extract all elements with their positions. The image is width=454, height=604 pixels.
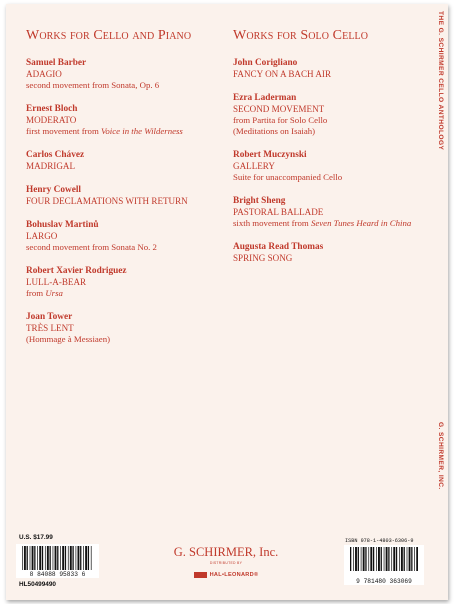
barcode-stripe (407, 547, 408, 571)
back-cover (6, 4, 448, 600)
barcode-stripe (365, 547, 366, 571)
barcode-stripe (68, 546, 69, 570)
list-item (233, 58, 433, 80)
barcode-stripe (60, 546, 61, 570)
composer-name: John Corigliano (233, 58, 298, 68)
barcode-stripe (27, 546, 28, 570)
work-description: second movement from Sonata, Op. 6 (26, 80, 160, 90)
list-item (233, 150, 433, 183)
work-description: sixth movement from Seven Tunes Heard in China (233, 218, 412, 228)
barcode-stripe (396, 547, 397, 571)
barcode-stripe (37, 546, 38, 570)
barcode-stripe (391, 547, 392, 571)
barcode-stripe (411, 547, 412, 571)
barcode-stripe (399, 547, 400, 571)
barcode-stripe (386, 547, 388, 571)
list-item (26, 220, 226, 253)
barcode-stripe (414, 547, 415, 571)
barcode-stripe (55, 546, 57, 570)
work-description: Suite for unaccompanied Cello (233, 172, 343, 182)
barcode-stripe (83, 546, 84, 570)
barcode-bars (22, 546, 93, 570)
barcode-stripe (381, 547, 382, 571)
composer-name: Henry Cowell (26, 185, 81, 195)
barcode-stripe (50, 546, 51, 570)
list-item (26, 266, 226, 299)
work-description: (Meditations on Isaiah) (233, 126, 316, 136)
spine-title: THE G. SCHIRMER CELLO ANTHOLOGY (437, 11, 444, 151)
list-item (233, 196, 433, 229)
upc-barcode (16, 544, 99, 578)
hal-leonard-logo (194, 572, 259, 578)
barcode-stripe (393, 547, 395, 571)
work-title: GALLERY (233, 161, 275, 171)
list-item (26, 104, 226, 137)
list-item (26, 150, 226, 172)
work-title: PASTORAL BALLADE (233, 207, 324, 217)
list-item (233, 93, 433, 137)
barcode-stripe (32, 546, 34, 570)
composer-name: Ezra Laderman (233, 93, 297, 103)
barcode-stripe (370, 547, 372, 571)
barcode-stripe (57, 546, 58, 570)
hl-number: HL50499490 (19, 581, 56, 588)
work-title: FANCY ON A BACH AIR (233, 69, 332, 79)
list-item (26, 312, 226, 345)
price-label: U.S. $17.99 (19, 534, 53, 541)
work-title: ADAGIO (26, 69, 62, 79)
work-title: LULL-A-BEAR (26, 277, 87, 287)
section-heading: Works for Solo Cello (233, 28, 369, 43)
composer-name: Samuel Barber (26, 58, 87, 68)
barcode-stripe (350, 547, 351, 571)
barcode-stripe (401, 547, 403, 571)
composer-name: Ernest Bloch (26, 104, 78, 114)
work-description: (Hommage à Messiaen) (26, 334, 111, 344)
list-item (233, 242, 433, 264)
work-title: FOUR DECLAMATIONS WITH RETURN (26, 196, 188, 206)
barcode-stripe (39, 546, 41, 570)
composer-name: Joan Tower (26, 312, 73, 322)
work-description: from Partita for Solo Cello (233, 115, 328, 125)
barcode-stripe (45, 546, 46, 570)
isbn-label: ISBN 978-1-4803-6306-9 (345, 538, 414, 544)
works-solo-cello-column (233, 28, 433, 277)
barcode-stripe (42, 546, 43, 570)
barcode-stripe (47, 546, 49, 570)
barcode-stripe (72, 546, 73, 570)
isbn-digits: 9 781480 363069 (356, 578, 412, 585)
barcode-stripe (358, 547, 359, 571)
barcode-stripe (388, 547, 389, 571)
barcode-stripe (70, 546, 72, 570)
barcode-stripe (24, 546, 26, 570)
hal-leonard-mark-icon (194, 572, 207, 578)
work-title: SPRING SONG (233, 253, 293, 263)
composer-name: Augusta Read Thomas (233, 242, 324, 252)
work-title: LARGO (26, 231, 58, 241)
spine-publisher: G. SCHIRMER, INC. (437, 422, 444, 490)
work-description: first movement from Voice in the Wilderness (26, 126, 183, 136)
publisher-block (151, 545, 301, 583)
barcode-bars (350, 547, 418, 571)
barcode-stripe (65, 546, 66, 570)
work-title: MODERATO (26, 115, 77, 125)
barcode-stripe (409, 547, 411, 571)
barcode-stripe (91, 546, 92, 570)
barcode-stripe (62, 546, 64, 570)
barcode-stripe (80, 546, 81, 570)
composer-name: Bright Sheng (233, 196, 286, 206)
barcode-stripe (76, 546, 77, 570)
section-heading: Works for Cello and Piano (26, 28, 192, 43)
barcode-stripe (78, 546, 80, 570)
barcode-stripe (373, 547, 374, 571)
list-item (26, 58, 226, 91)
composer-name: Robert Xavier Rodriguez (26, 266, 127, 276)
publisher-name: G. SCHIRMER, Inc. (173, 545, 279, 559)
barcode-stripe (355, 547, 357, 571)
list-item (26, 185, 226, 207)
barcode-stripe (30, 546, 31, 570)
barcode-stripe (22, 546, 23, 570)
work-description: second movement from Sonata No. 2 (26, 242, 157, 252)
barcode-stripe (85, 546, 87, 570)
barcode-stripe (88, 546, 89, 570)
composer-name: Carlos Chávez (26, 150, 85, 160)
work-title: SECOND MOVEMENT (233, 104, 325, 114)
composer-name: Robert Muczynski (233, 150, 307, 160)
distributed-by-label: DISTRIBUTED BY (209, 561, 243, 565)
barcode-stripe (416, 547, 418, 571)
barcode-stripe (384, 547, 385, 571)
barcode-stripe (363, 547, 365, 571)
composer-name: Bohuslav Martinů (26, 220, 99, 230)
hal-leonard-text: HAL•LEONARD® (209, 572, 259, 578)
barcode-stripe (376, 547, 377, 571)
work-title: TRÈS LENT (26, 323, 74, 333)
works-cello-piano-column (26, 28, 226, 358)
barcode-stripe (378, 547, 380, 571)
barcode-stripe (404, 547, 405, 571)
upc-digits: 8 84088 95833 6 (29, 571, 86, 578)
work-description: from Ursa (26, 288, 63, 298)
barcode-stripe (361, 547, 362, 571)
barcode-stripe (53, 546, 54, 570)
barcode-stripe (34, 546, 35, 570)
barcode-stripe (353, 547, 354, 571)
work-title: MADRIGAL (26, 161, 76, 171)
isbn-barcode (344, 545, 424, 585)
barcode-stripe (368, 547, 369, 571)
